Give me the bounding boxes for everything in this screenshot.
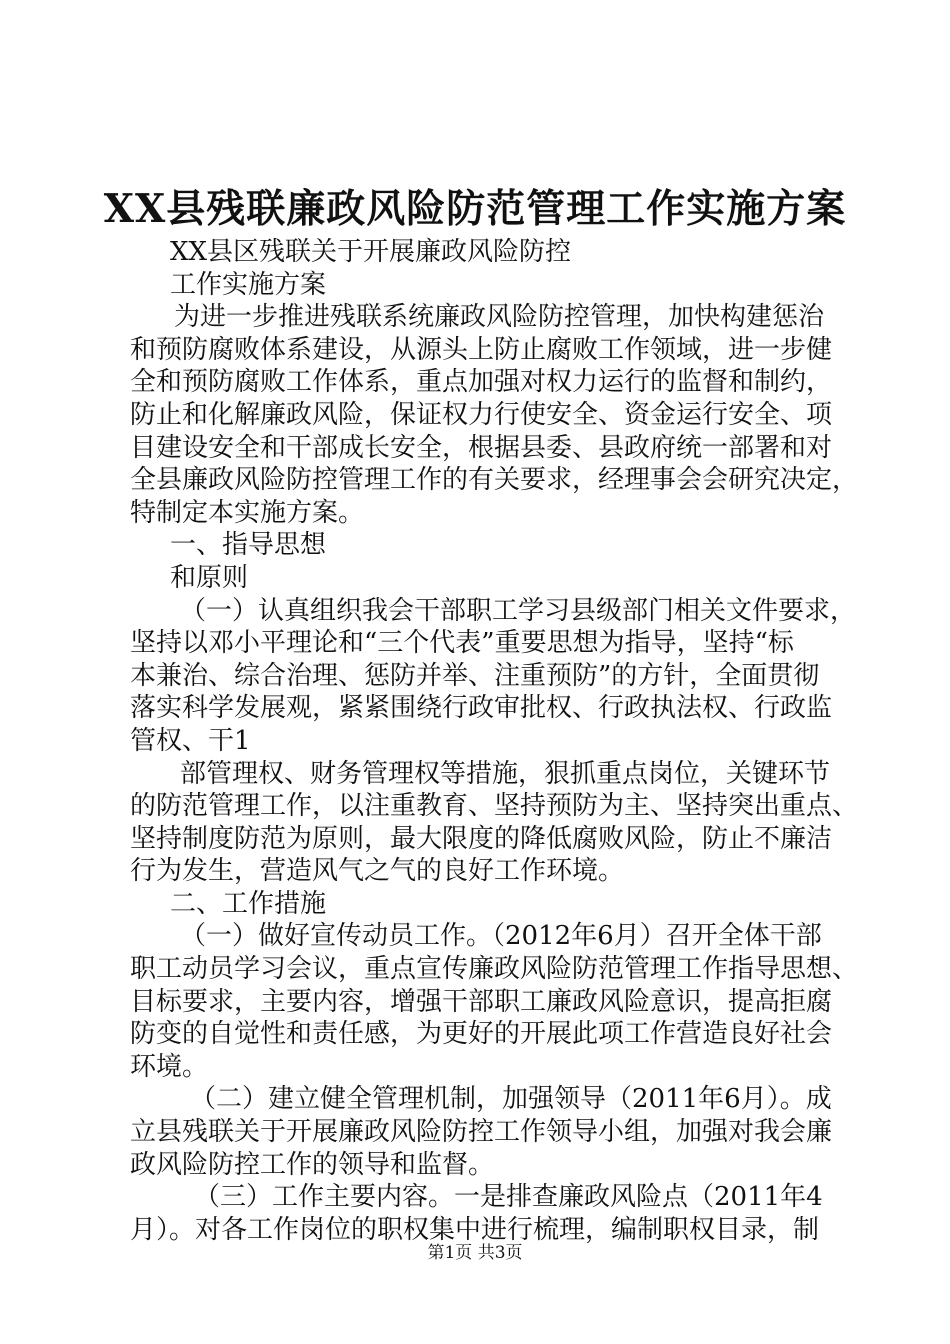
paragraph-line: 目标要求，主要内容，增强干部职工廉政风险意识，提高拒腐 — [130, 986, 833, 1017]
paragraph-line: 部管理权、财务管理权等措施，狠抓重点岗位，关键环节 — [180, 758, 831, 789]
paragraph-line: 目建设安全和干部成长安全，根据县委、县政府统一部署和对 — [130, 432, 833, 463]
section-heading: 一、指导思想 — [170, 530, 327, 561]
subtitle-line: XX县区残联关于开展廉政风险防控 — [170, 237, 572, 267]
paragraph-line: 政风险防控工作的领导和监督。 — [130, 1149, 495, 1180]
paragraph-line: 落实科学发展观，紧紧围绕行政审批权、行政执法权、行政监 — [130, 693, 833, 724]
page-footer: 第1页 共3页 — [427, 1243, 523, 1263]
paragraph-line: 行为发生，营造风气之气的良好工作环境。 — [130, 856, 625, 887]
document-title: XX县残联廉政风险防范管理工作实施方案 — [103, 186, 847, 232]
paragraph-line: 管权、干1 — [130, 725, 251, 756]
subtitle-line: 工作实施方案 — [170, 269, 327, 300]
paragraph-line: 坚持制度防范为原则，最大限度的降低腐败风险，防止不廉洁 — [130, 823, 833, 854]
section-heading: 和原则 — [170, 562, 249, 593]
paragraph-line: 和预防腐败体系建设，从源头上防止腐败工作领域，进一步健 — [130, 334, 833, 365]
paragraph-line: 本兼治、综合治理、惩防并举、注重预防”的方针，全面贯彻 — [130, 660, 820, 691]
section-heading: 二、工作措施 — [170, 888, 327, 919]
paragraph-line: 全县廉政风险防控管理工作的有关要求，经理事会会研究决定， — [130, 465, 859, 496]
paragraph-line: 为进一步推进残联系统廉政风险防控管理，加快构建惩治 — [174, 302, 825, 333]
paragraph-line: 全和预防腐败工作体系，重点加强对权力运行的监督和制约， — [130, 367, 833, 398]
document-body — [130, 236, 859, 1246]
paragraph-line: （二）建立健全管理机制，加强领导（2011年6月）。成 — [190, 1084, 832, 1115]
paragraph-line: 的防范管理工作，以注重教育、坚持预防为主、坚持突出重点、 — [130, 791, 859, 822]
paragraph-line: 环境。 — [130, 1051, 209, 1082]
paragraph-line: （一）认真组织我会干部职工学习县级部门相关文件要求， — [180, 595, 857, 626]
paragraph-line: （三）工作主要内容。一是排查廉政风险点（2011年4 — [194, 1182, 823, 1213]
paragraph-line: 特制定本实施方案。 — [130, 497, 365, 528]
paragraph-line: 坚持以邓小平理论和“三个代表”重要思想为指导，坚持“标 — [130, 628, 794, 659]
paragraph-line: 防变的自觉性和责任感，为更好的开展此项工作营造良好社会 — [130, 1019, 833, 1050]
paragraph-line: 职工动员学习会议，重点宣传廉政风险防范管理工作指导思想、 — [130, 954, 859, 985]
paragraph-line: 月）。对各工作岗位的职权集中进行梳理，编制职权目录，制 — [130, 1214, 820, 1245]
paragraph-line: 防止和化解廉政风险，保证权力行使安全、资金运行安全、项 — [130, 399, 833, 430]
paragraph-line: 立县残联关于开展廉政风险防控工作领导小组，加强对我会廉 — [130, 1117, 833, 1148]
paragraph-line: （一）做好宣传动员工作。（2012年6月）召开全体干部 — [180, 921, 822, 952]
